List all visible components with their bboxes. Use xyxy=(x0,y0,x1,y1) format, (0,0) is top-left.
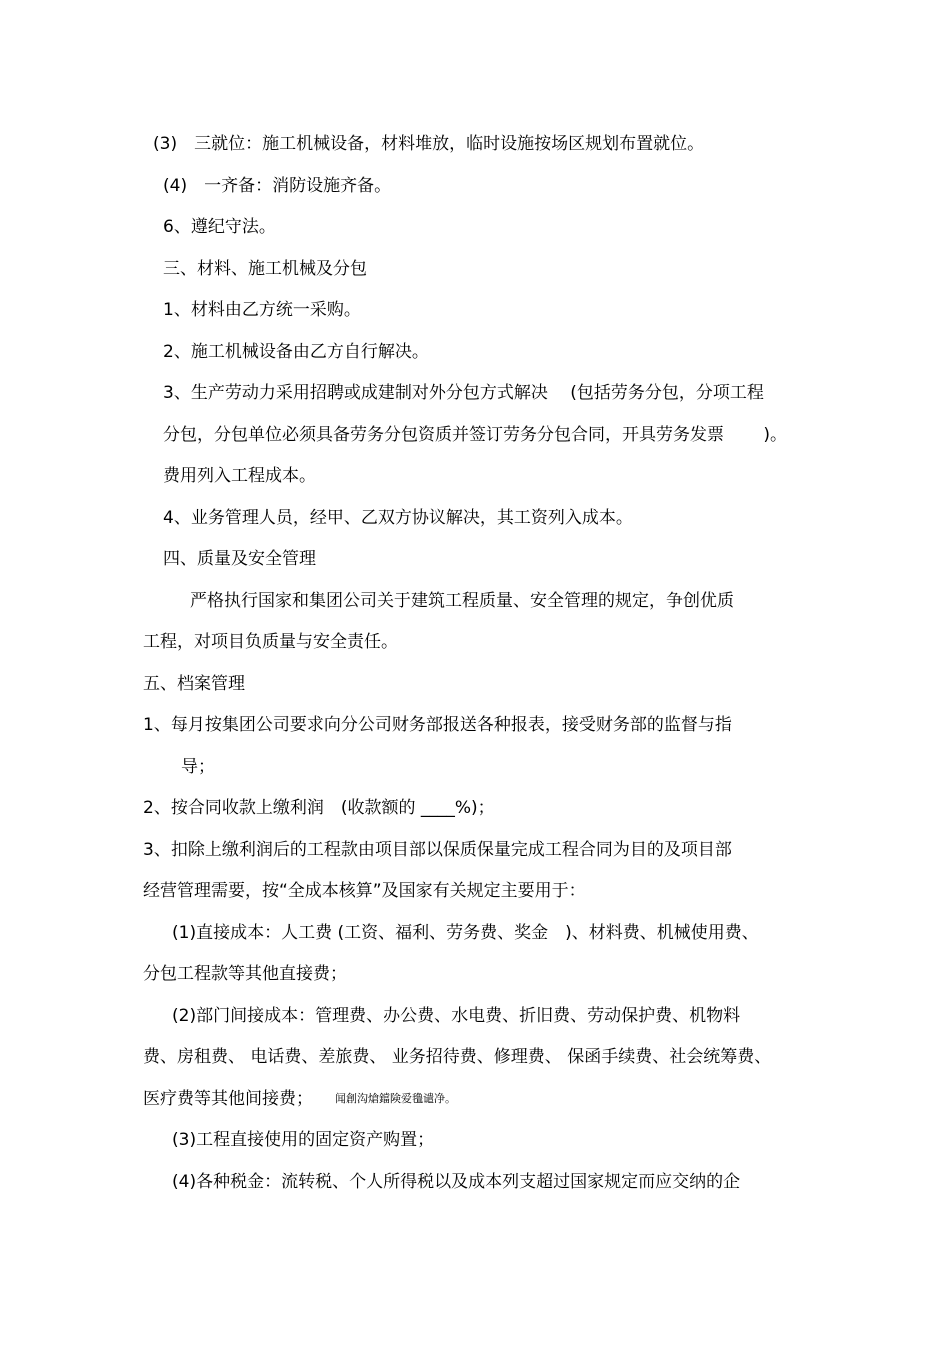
doc-line-21: 分包工程款等其他直接费； xyxy=(143,964,347,984)
doc-line-3: 6、遵纪守法。 xyxy=(163,217,276,237)
doc-line-19: 经营管理需要，按“全成本核算”及国家有关规定主要用于： xyxy=(143,881,586,901)
doc-line-13: 工程，对项目负质量与安全责任。 xyxy=(143,632,398,652)
doc-line-22: (2)部门间接成本：管理费、办公费、水电费、折旧费、劳动保护费、机物料 xyxy=(172,1006,741,1026)
doc-line-9: 费用列入工程成本。 xyxy=(163,466,316,486)
doc-line-17: 2、按合同收款上缴利润 (收款额的 ____%)； xyxy=(143,798,495,818)
doc-line-8: 分包，分包单位必须具备劳务分包资质并签订劳务分包合同，开具劳务发票 )。 xyxy=(163,425,788,445)
doc-line-5: 1、材料由乙方统一采购。 xyxy=(163,300,361,320)
doc-line-2: (4) 一齐备：消防设施齐备。 xyxy=(163,176,392,196)
section-heading-3: 三、材料、施工机械及分包 xyxy=(163,259,367,279)
doc-line-18: 3、扣除上缴利润后的工程款由项目部以保质保量完成工程合同为目的及项目部 xyxy=(143,840,732,860)
doc-line-10: 4、业务管理人员，经甲、乙双方协议解决，其工资列入成本。 xyxy=(163,508,633,528)
doc-line-23: 费、房租费、 电话费、差旅费、 业务招待费、修理费、 保函手续费、社会统筹费、 xyxy=(143,1047,772,1067)
doc-line-15: 1、每月按集团公司要求向分公司财务部报送各种报表，接受财务部的监督与指 xyxy=(143,715,732,735)
doc-line-1: (3) 三就位：施工机械设备，材料堆放，临时设施按场区规划布置就位。 xyxy=(153,134,705,154)
doc-line-16: 导； xyxy=(181,757,215,777)
doc-line-24 xyxy=(143,1087,456,1111)
doc-line-12: 严格执行国家和集团公司关于建筑工程质量、安全管理的规定，争创优质 xyxy=(190,591,734,611)
doc-line-7: 3、生产劳动力采用招聘或成建制对外分包方式解决 (包括劳务分包，分项工程 xyxy=(163,383,764,403)
doc-line-25: (3)工程直接使用的固定资产购置； xyxy=(172,1130,435,1150)
stray-note: 闻創沟熗鐺険爱氇谴净。 xyxy=(335,1092,456,1105)
doc-line-24-text: 医疗费等其他间接费； xyxy=(143,1089,313,1109)
doc-line-6: 2、施工机械设备由乙方自行解决。 xyxy=(163,342,429,362)
doc-line-26: (4)各种税金：流转税、个人所得税以及成本列支超过国家规定而应交纳的企 xyxy=(172,1172,741,1192)
doc-line-20: (1)直接成本：人工费 (工资、福利、劳务费、奖金 )、材料费、机械使用费、 xyxy=(172,923,759,943)
section-heading-4: 四、质量及安全管理 xyxy=(163,549,316,569)
section-heading-5: 五、档案管理 xyxy=(143,674,245,694)
